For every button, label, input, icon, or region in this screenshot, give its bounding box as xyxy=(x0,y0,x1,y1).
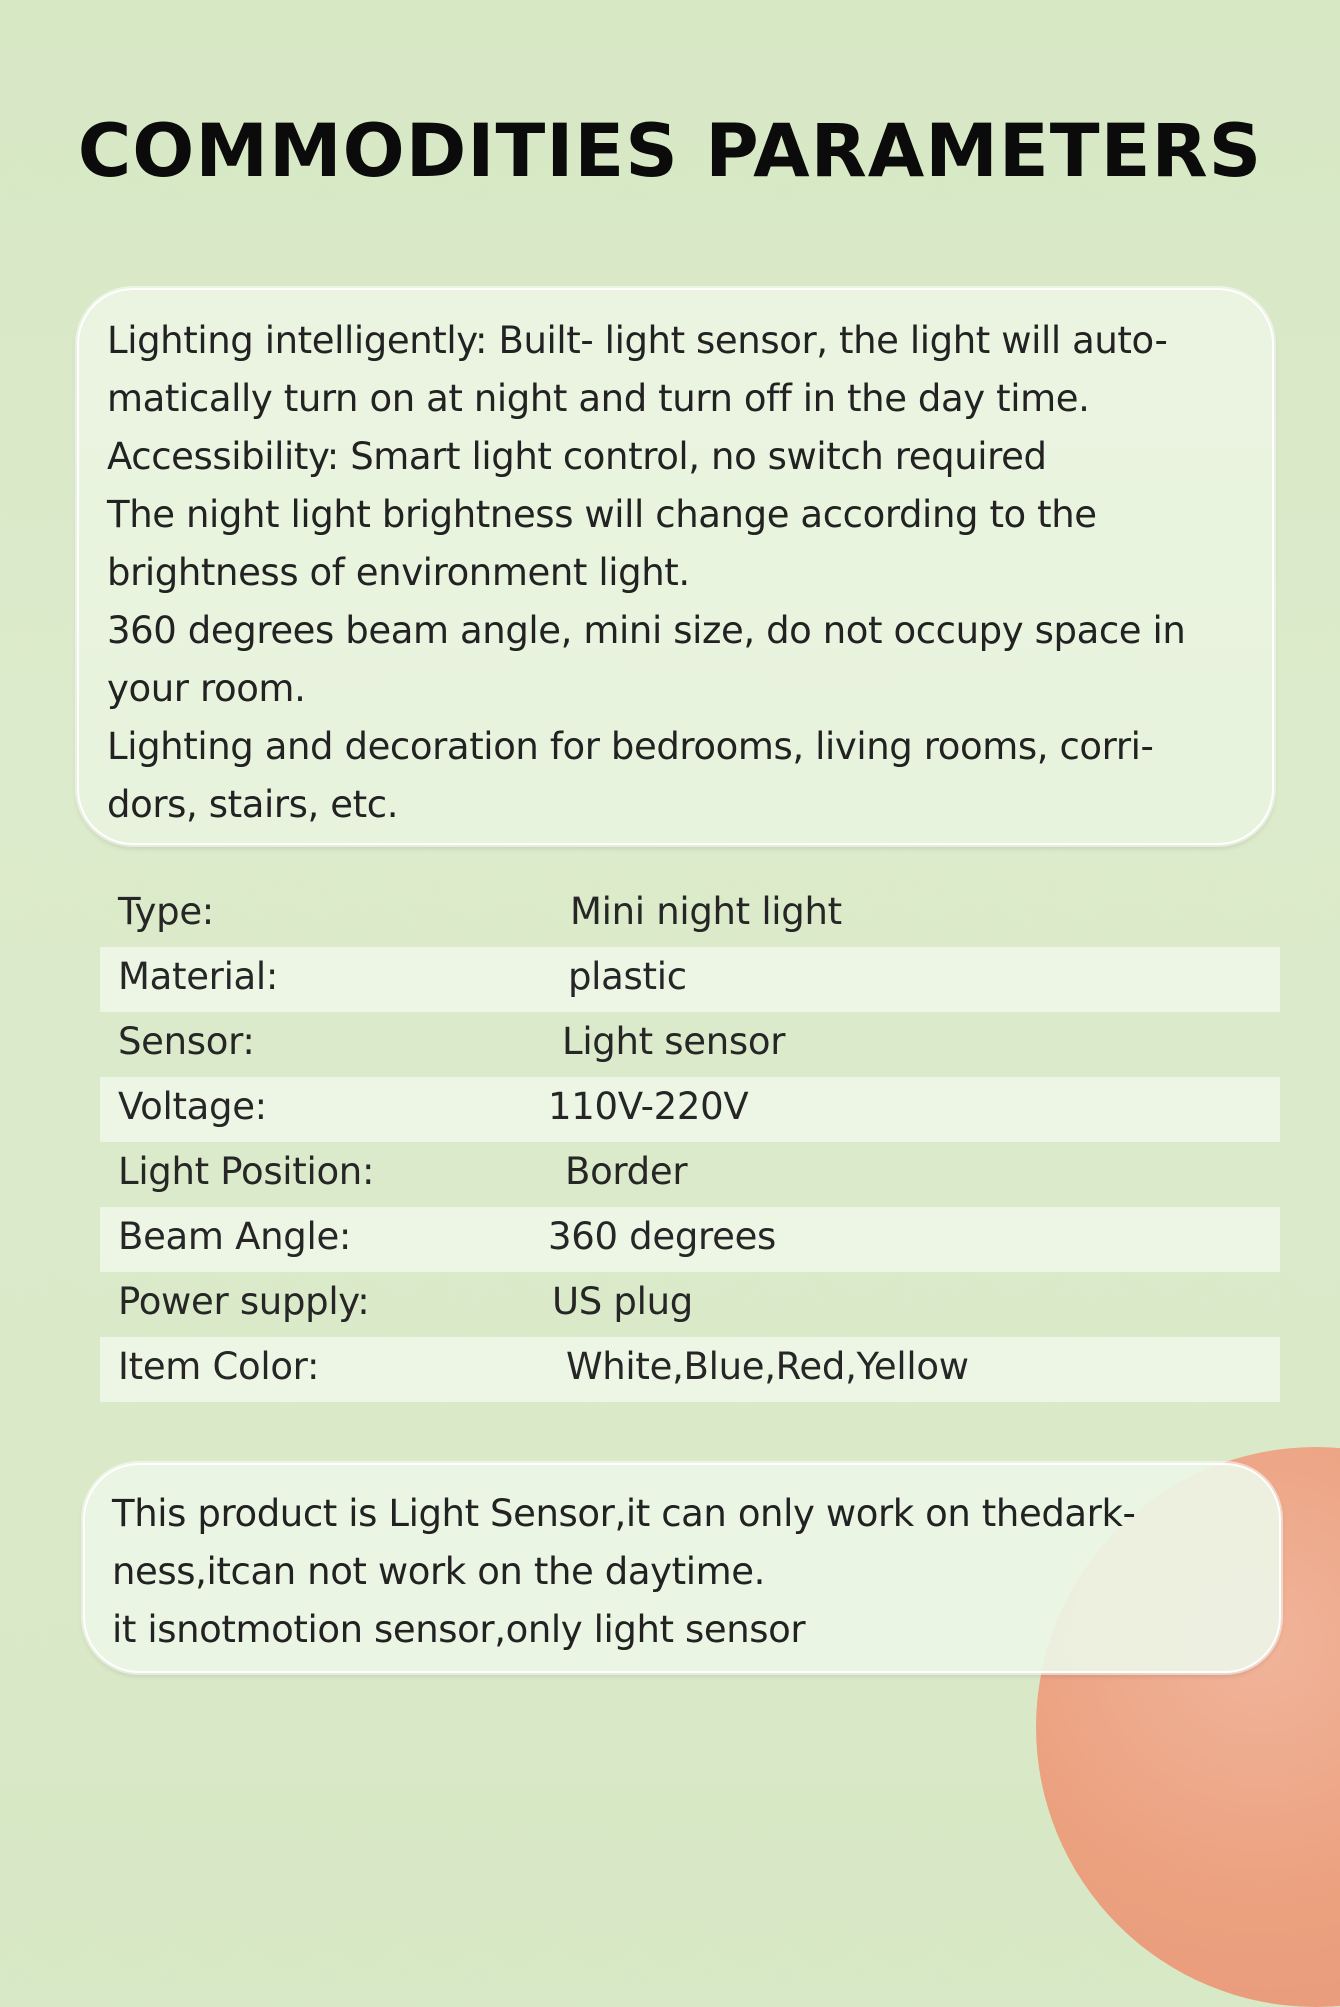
param-value: Border xyxy=(565,1150,688,1193)
description-line: dors, stairs, etc. xyxy=(107,783,399,826)
description-line: your room. xyxy=(107,667,306,710)
note-line: ness,itcan not work on the daytime. xyxy=(112,1550,765,1593)
param-value: US plug xyxy=(552,1280,693,1323)
param-row-light-position xyxy=(100,1142,1280,1207)
param-row-voltage xyxy=(100,1077,1280,1142)
description-line: brightness of environment light. xyxy=(107,551,690,594)
page-title: COMMODITIES PARAMETERS xyxy=(77,109,1263,194)
param-row-power-supply xyxy=(100,1272,1280,1337)
note-line: it isnotmotion sensor,only light sensor xyxy=(112,1608,806,1651)
param-row-type xyxy=(100,882,1280,947)
param-row-item-color xyxy=(100,1337,1280,1402)
param-value: 110V-220V xyxy=(548,1085,749,1128)
description-line: Accessibility: Smart light control, no switch required xyxy=(107,435,1047,478)
param-label: Light Position: xyxy=(118,1150,375,1193)
param-label: Voltage: xyxy=(118,1085,267,1128)
description-line: Lighting intelligently: Built- light sensor, the light will auto- xyxy=(107,319,1168,362)
param-label: Type: xyxy=(118,890,214,933)
description-line: The night light brightness will change according to the xyxy=(107,493,1097,536)
param-row-beam-angle xyxy=(100,1207,1280,1272)
param-row-material xyxy=(100,947,1280,1012)
param-value: White,Blue,Red,Yellow xyxy=(566,1345,969,1388)
param-label: Material: xyxy=(118,955,279,998)
param-value: 360 degrees xyxy=(548,1215,777,1258)
parameters-table xyxy=(100,882,1280,1402)
param-value: Light sensor xyxy=(562,1020,786,1063)
param-row-sensor xyxy=(100,1012,1280,1077)
note-line: This product is Light Sensor,it can only work on thedark- xyxy=(112,1492,1136,1535)
description-line: Lighting and decoration for bedrooms, living rooms, corri- xyxy=(107,725,1154,768)
description-line: 360 degrees beam angle, mini size, do not occupy space in xyxy=(107,609,1186,652)
param-label: Beam Angle: xyxy=(118,1215,352,1258)
description-line: matically turn on at night and turn off in the day time. xyxy=(107,377,1090,420)
sensor-note-card xyxy=(83,1463,1281,1673)
param-label: Item Color: xyxy=(118,1345,320,1388)
param-value: Mini night light xyxy=(570,890,842,933)
description-card xyxy=(77,288,1274,845)
param-label: Sensor: xyxy=(118,1020,255,1063)
param-label: Power supply: xyxy=(118,1280,370,1323)
param-value: plastic xyxy=(568,955,687,998)
